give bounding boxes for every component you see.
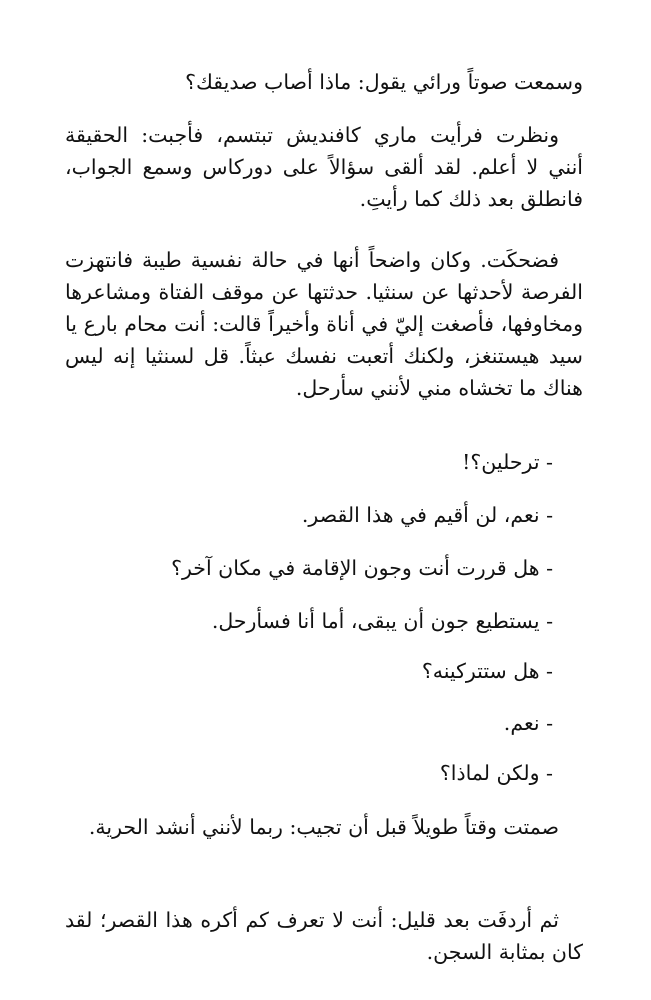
dialogue-line: - ترحلين؟! <box>462 450 553 474</box>
paragraph-mary-cavendish: ونظرت فرأيت ماري كافنديش تبتسم، فأجبت: الحقيقة أنني لا أعلم. لقد ألقى سؤالاً على دوركاس وسمع الجواب، فانطلق بعد ذلك كما رأيتِ. <box>65 123 583 211</box>
paragraph-seeking-freedom: صمتت وقتاً طويلاً قبل أن تجيب: ربما لأنني أنشد الحرية. <box>88 815 559 839</box>
paragraph-hates-mansion: ثم أردفَت بعد قليل: أنت لا تعرف كم أكره هذا القصر؛ لقد كان بمثابة السجن. <box>65 908 583 964</box>
dialogue-line: - هل قررت أنت وجون الإقامة في مكان آخر؟ <box>171 556 553 580</box>
paragraph-voice-behind: وسمعت صوتاً ورائي يقول: ماذا أصاب صديقك؟ <box>185 70 583 94</box>
paragraph-cynthia-conversation: فضحكَت. وكان واضحاً أنها في حالة نفسية طيبة فانتهزت الفرصة لأحدثها عن سنثيا. حدثتها عن موقف الفتاة ومشاعرها ومخاوفها، فأصغت إليّ في أناة وأخيراً قالت: أنت محام بارع يا سيد هيستنغز، ولكنك أتعبت نفسك عبثاً. قل لسنثيا إنه ليس هناك ما تخشاه مني لأنني سأرحل. <box>65 248 583 400</box>
dialogue-line: - نعم. <box>503 711 553 735</box>
dialogue-line: - هل ستتركينه؟ <box>421 659 553 683</box>
dialogue-line: - نعم، لن أقيم في هذا القصر. <box>301 503 553 527</box>
dialogue-line: - ولكن لماذا؟ <box>439 761 553 785</box>
dialogue-line: - يستطيع جون أن يبقى، أما أنا فسأرحل. <box>211 609 553 633</box>
